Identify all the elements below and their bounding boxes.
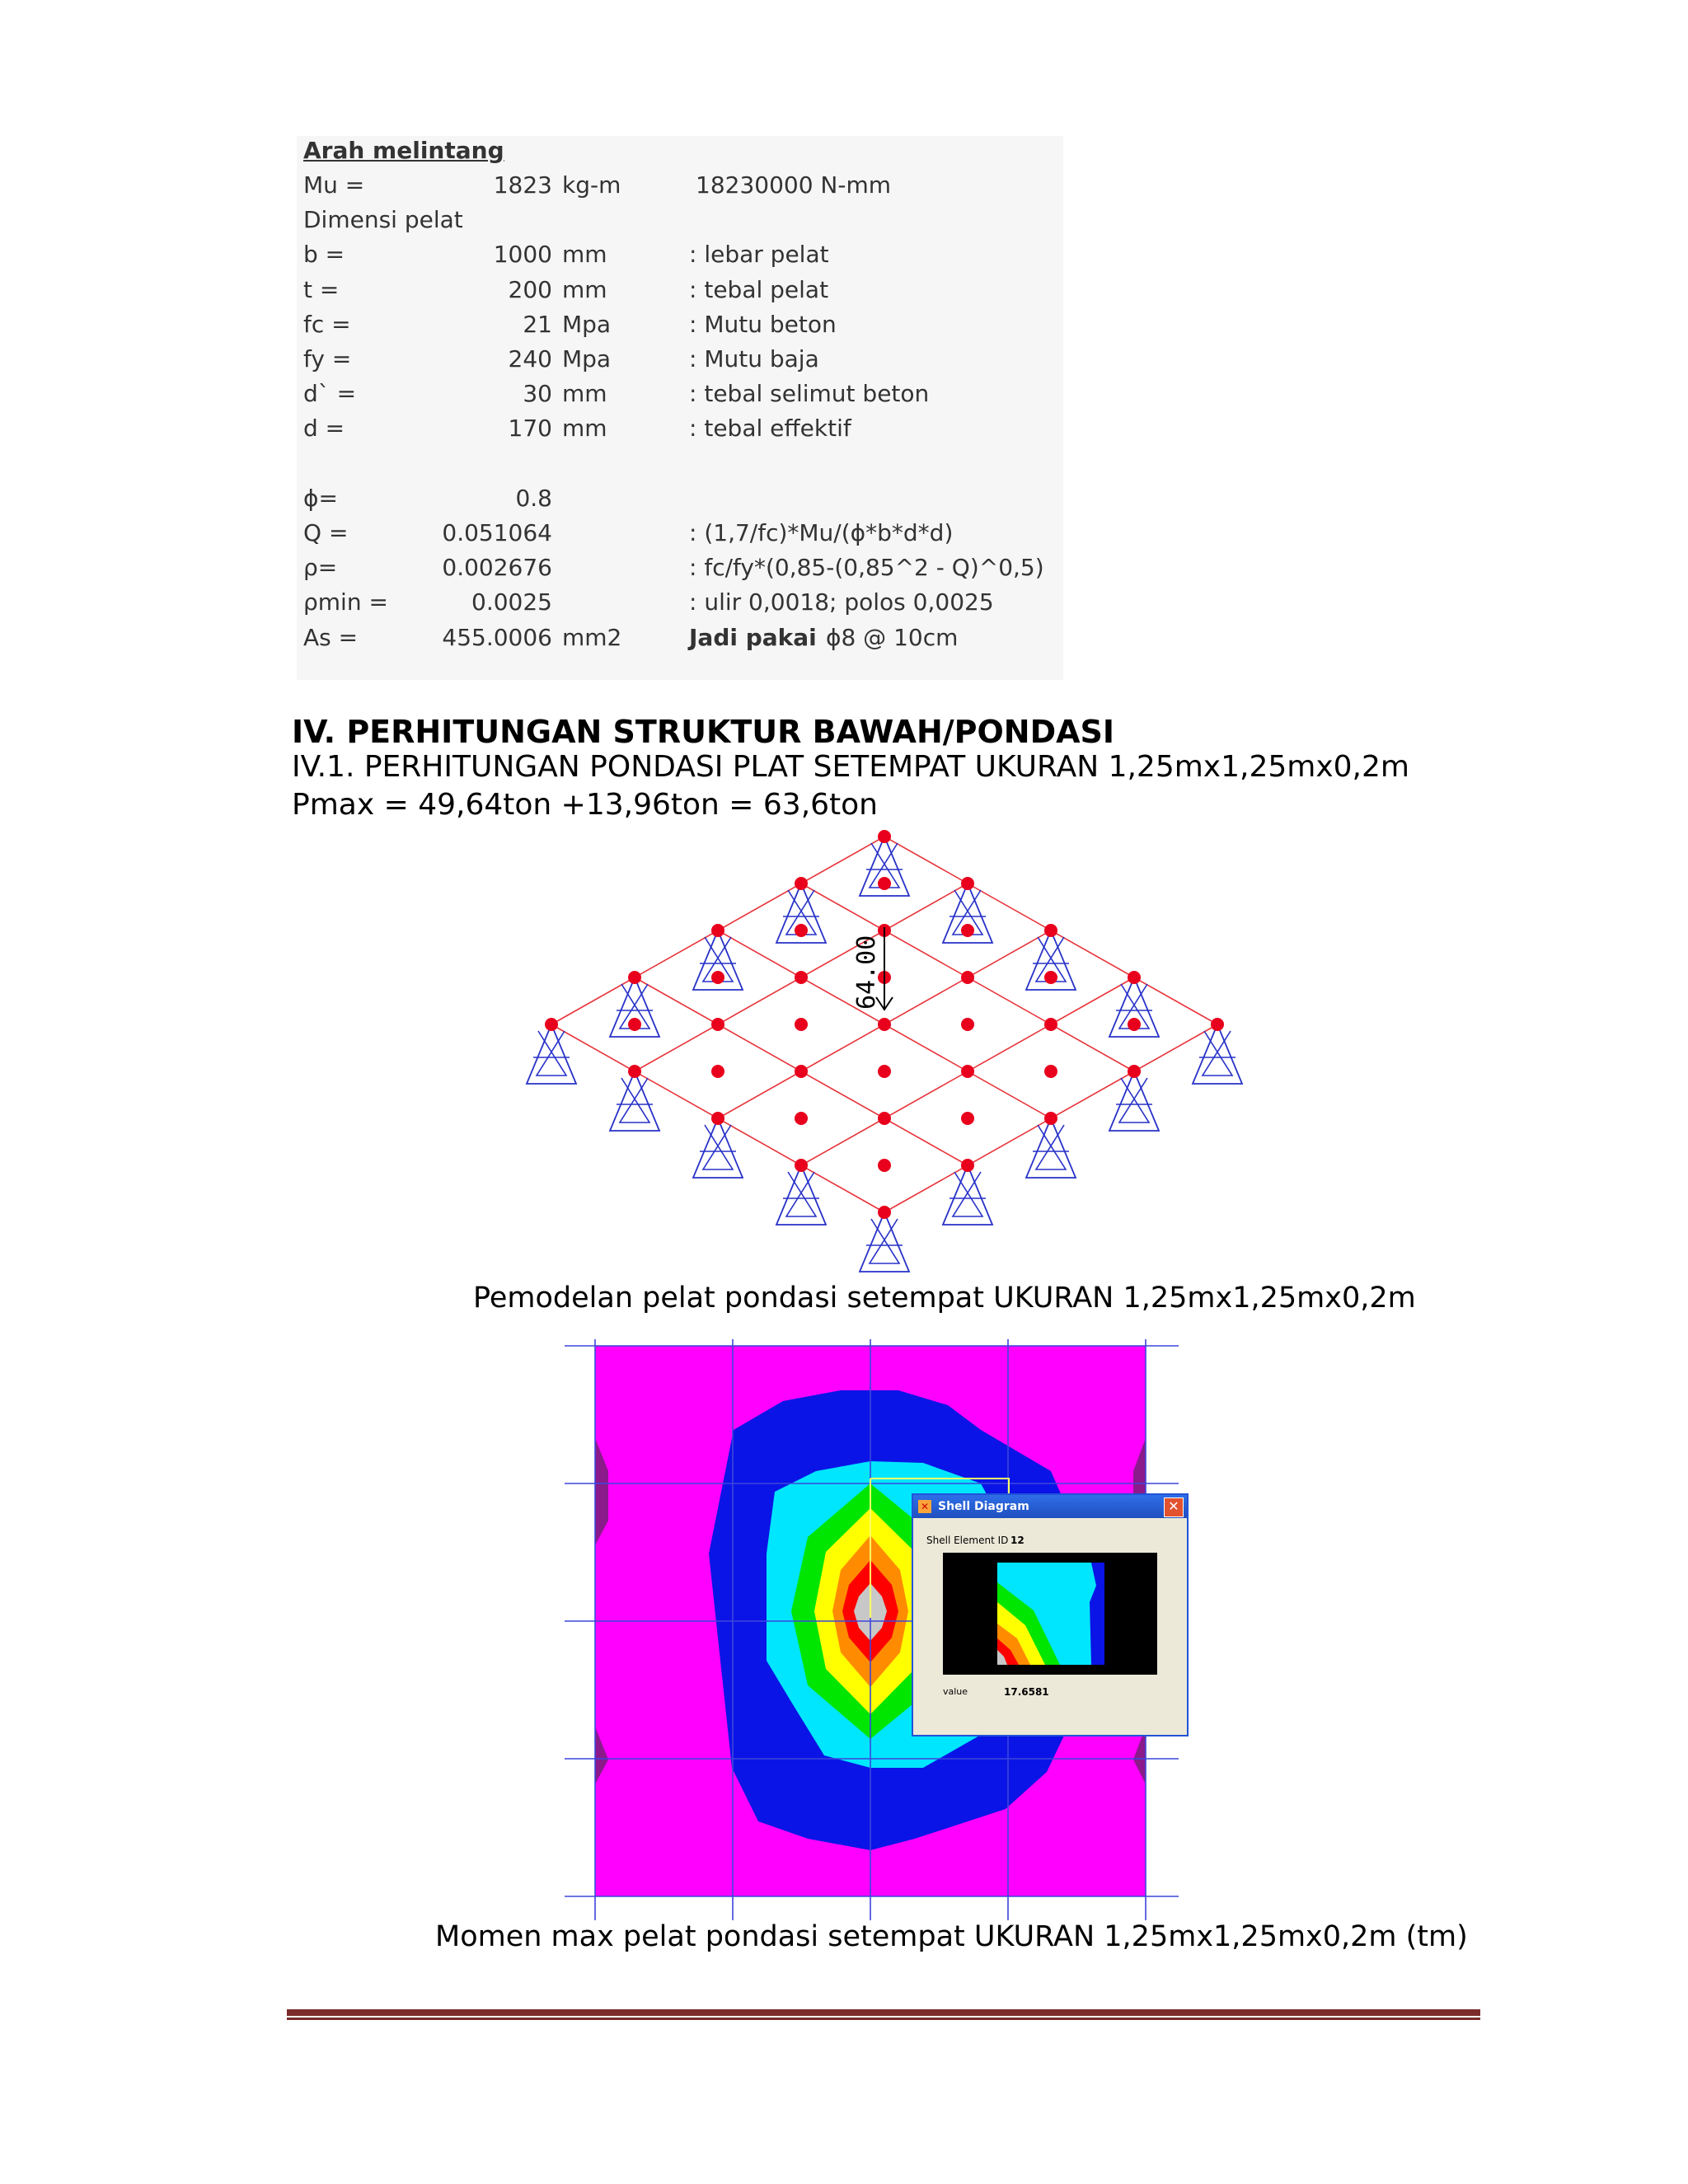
calc-row-unit: Mpa xyxy=(562,310,612,338)
calc-row-label: fc = xyxy=(303,310,351,338)
calc-row-value: 0.051064 xyxy=(442,519,552,546)
footer-rule-thin xyxy=(287,2018,1480,2020)
mesh-node xyxy=(711,1018,724,1031)
mesh-node xyxy=(961,1159,974,1172)
shell-preview-image xyxy=(943,1553,1157,1675)
section-title: IV. PERHITUNGAN STRUKTUR BAWAH/PONDASI xyxy=(292,714,1115,750)
element-id-label: Shell Element ID xyxy=(926,1535,1009,1546)
calc-row-unit: mm xyxy=(562,241,607,269)
calc-row-unit: mm xyxy=(562,380,607,408)
mesh-node xyxy=(1128,1018,1141,1031)
mesh-node xyxy=(961,971,974,984)
load-label: 64.00 xyxy=(852,935,881,1010)
close-button[interactable]: ✕ xyxy=(1164,1497,1184,1517)
calc-row-note: : Mutu baja xyxy=(689,345,819,373)
calc-row-unit: kg-m xyxy=(562,171,621,199)
mesh-node xyxy=(1044,1065,1057,1078)
calc-row-note: : ulir 0,0018; polos 0,0025 xyxy=(689,588,994,616)
calc-row-value: 170 xyxy=(508,415,552,443)
mesh-node xyxy=(1128,1065,1141,1078)
mesh-node xyxy=(961,924,974,937)
plate-model-figure xyxy=(293,827,1381,1288)
mesh-node xyxy=(795,971,808,984)
mesh-node xyxy=(795,1018,808,1031)
mesh-node xyxy=(878,830,891,843)
calc-row-value: 0.002676 xyxy=(442,554,552,582)
mesh-node xyxy=(628,971,641,984)
support-icon xyxy=(693,1118,743,1178)
calc-row-label: Mu = xyxy=(303,171,365,199)
calc-row-unit: mm xyxy=(562,275,607,303)
mesh-node xyxy=(711,1065,724,1078)
support-icon xyxy=(527,1024,576,1084)
calc-row-note: : tebal effektif xyxy=(689,415,851,443)
calc-row-value: 1823 xyxy=(493,171,552,199)
calc-row-unit: mm xyxy=(562,415,607,443)
mesh-node xyxy=(1044,924,1057,937)
calc-row-label: Dimensi pelat xyxy=(303,206,463,234)
calc-row-note: 18230000 N-mm xyxy=(696,171,892,199)
mesh-node xyxy=(795,877,808,890)
calc-row-note: Jadi pakai xyxy=(689,623,817,651)
calc-row-value: 455.0006 xyxy=(442,623,552,651)
mesh-node xyxy=(878,1206,891,1219)
calc-row-value: 30 xyxy=(523,380,552,408)
calc-row-note: : tebal pelat xyxy=(689,275,829,303)
mesh-node xyxy=(1128,971,1141,984)
calc-row-note: : Mutu beton xyxy=(689,310,837,338)
mesh-node xyxy=(961,1065,974,1078)
calc-row-unit: Mpa xyxy=(562,345,612,373)
pmax-line: Pmax = 49,64ton +13,96ton = 63,6ton xyxy=(292,788,878,822)
calc-row-label: d = xyxy=(303,415,345,443)
app-icon: ✕ xyxy=(918,1500,931,1513)
calc-row-label: ρ= xyxy=(303,554,338,582)
value-readout: 17.6581 xyxy=(1004,1686,1049,1698)
calc-row-label: Q = xyxy=(303,519,349,546)
calc-row-label: ρmin = xyxy=(303,588,388,616)
element-id-value: 12 xyxy=(1010,1535,1025,1546)
calc-row-value: 0.0025 xyxy=(471,588,552,616)
mesh-node xyxy=(711,1112,724,1125)
value-label: value xyxy=(943,1686,968,1697)
support-icon xyxy=(610,1071,659,1131)
mesh-node xyxy=(795,1159,808,1172)
support-icon xyxy=(1109,1071,1159,1131)
mesh-node xyxy=(795,924,808,937)
mesh-node xyxy=(1044,971,1057,984)
calc-row-value: 200 xyxy=(508,275,552,303)
calc-row-note: : lebar pelat xyxy=(689,241,829,269)
calc-row-label: fy = xyxy=(303,345,352,373)
mesh-node xyxy=(545,1018,558,1031)
mesh-node xyxy=(1211,1018,1224,1031)
calc-row-label: ϕ= xyxy=(303,484,338,512)
calc-row-value: 21 xyxy=(523,310,552,338)
dialog-title: Shell Diagram xyxy=(938,1500,1029,1513)
mesh-node xyxy=(878,1065,891,1078)
calc-row-unit: mm2 xyxy=(562,623,622,651)
mesh-node xyxy=(961,1112,974,1125)
mesh-node xyxy=(961,877,974,890)
calc-row-note: : (1,7/fc)*Mu/(ϕ*b*d*d) xyxy=(689,519,954,546)
mesh-node xyxy=(878,1018,891,1031)
support-icon xyxy=(1026,1118,1076,1178)
mesh-node xyxy=(878,1112,891,1125)
mesh-node xyxy=(961,1018,974,1031)
calc-row-note2: ϕ8 @ 10cm xyxy=(826,623,959,651)
mesh-node xyxy=(1044,1112,1057,1125)
calc-row-value: 0.8 xyxy=(515,484,552,512)
mesh-node xyxy=(795,1065,808,1078)
mesh-node xyxy=(795,1112,808,1125)
support-icon xyxy=(776,1165,826,1225)
calc-row-label: As = xyxy=(303,623,359,651)
subsection-title: IV.1. PERHITUNGAN PONDASI PLAT SETEMPAT UKURAN 1,25mx1,25mx0,2m xyxy=(292,750,1409,784)
calc-row-note: : tebal selimut beton xyxy=(689,380,930,408)
calc-row-label: t = xyxy=(303,275,340,303)
support-icon xyxy=(943,1165,992,1225)
mesh-node xyxy=(628,1065,641,1078)
calc-row-value: 1000 xyxy=(493,241,552,269)
shell-preview xyxy=(943,1553,1157,1675)
mesh-node xyxy=(878,877,891,890)
calc-row-label: d` = xyxy=(303,380,357,408)
mesh-node xyxy=(1044,1018,1057,1031)
caption-contour: Momen max pelat pondasi setempat UKURAN 1,25mx1,25mx0,2m (tm) xyxy=(435,1920,1468,1953)
calculation-table xyxy=(297,136,1063,680)
shell-diagram-dialog[interactable] xyxy=(912,1493,1189,1736)
support-icon xyxy=(860,1212,909,1272)
footer-rule xyxy=(287,2009,1480,2016)
dialog-titlebar[interactable] xyxy=(913,1495,1187,1518)
caption-model: Pemodelan pelat pondasi setempat UKURAN 1,25mx1,25mx0,2m xyxy=(473,1282,1416,1315)
mesh-node xyxy=(628,1018,641,1031)
mesh-node xyxy=(878,1159,891,1172)
mesh-node xyxy=(711,971,724,984)
calc-heading: Arah melintang xyxy=(303,137,504,164)
calc-row-note: : fc/fy*(0,85-(0,85^2 - Q)^0,5) xyxy=(689,554,1044,582)
calc-row-value: 240 xyxy=(508,345,552,373)
mesh-node xyxy=(711,924,724,937)
calc-row-label: b = xyxy=(303,241,345,269)
support-icon xyxy=(1193,1024,1242,1084)
